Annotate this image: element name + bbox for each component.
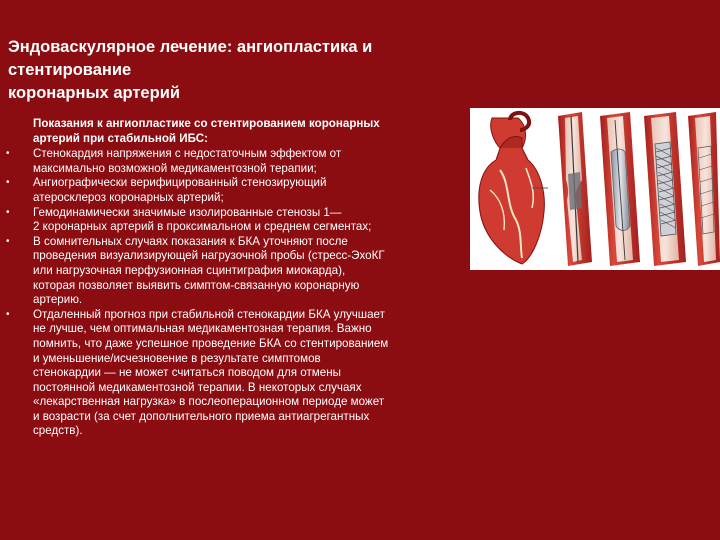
- title-line: коронарных артерий: [8, 84, 180, 102]
- heart-drawing: [479, 113, 545, 264]
- angioplasty-illustration: [470, 108, 720, 270]
- item-line: атеросклероз коронарных артерий;: [33, 190, 224, 204]
- vessel-balloon: [600, 112, 640, 266]
- item-line: средств).: [33, 424, 83, 438]
- list-item: [6, 234, 488, 308]
- heading-line: Показания к ангиопластике со стентированием коронарных: [33, 117, 380, 130]
- item-line: которая позволяет выявить симптом-связанную коронарную: [33, 278, 360, 292]
- item-line: Стенокардия напряжения с недостаточным эффектом от: [33, 147, 342, 161]
- item-line: 2 коронарных артерий в проксимальном и среднем сегментах;: [33, 220, 372, 234]
- item-line: и уменьшение/исчезновение в результате симптомов: [33, 351, 321, 365]
- item-line: Ангиографически верифицированный стенозирующий: [33, 176, 327, 190]
- item-line: максимально возможной медикаментозной терапии;: [33, 161, 317, 175]
- bullet-icon: •: [6, 308, 10, 320]
- item-line: и возрасти (за счет дополнительного приема антиагрегантных: [33, 409, 370, 423]
- slide-title: [8, 36, 438, 105]
- bullet-icon: •: [6, 177, 10, 189]
- list-item: [6, 205, 488, 235]
- vessel-stent: [644, 112, 686, 266]
- title-line: стентирование: [8, 61, 132, 79]
- item-line: В сомнительных случаях показания к БКА уточняют после: [33, 234, 348, 248]
- item-line: артерию.: [33, 293, 83, 307]
- list-item: [6, 147, 488, 176]
- angioplasty-figure: [470, 108, 720, 270]
- bullet-icon: •: [6, 206, 10, 218]
- item-line: проведения визуализирующей нагрузочной пробы (стресс-ЭхоКГ: [33, 249, 385, 263]
- heading-line: артерий при стабильной ИБС:: [33, 131, 209, 145]
- item-line: «лекарственная нагрузка» в послеоперационном периоде может: [33, 395, 385, 409]
- item-line: стенокардии — не может считаться поводом для отмены: [33, 366, 341, 380]
- list-item: [6, 176, 488, 205]
- title-line: Эндоваскулярное лечение: ангиопластика и: [8, 38, 373, 56]
- item-line: Отдаленный прогноз при стабильной стенокардии БКА улучшает: [33, 307, 385, 321]
- indications-text: [6, 117, 488, 439]
- item-line: не лучше, чем оптимальная медикаментозная терапия. Важно: [33, 322, 372, 336]
- item-line: Гемодинамически значимые изолированные стенозы 1—: [33, 205, 342, 219]
- bullet-icon: •: [6, 235, 10, 247]
- item-line: помнить, что даже успешное проведение БКА со стентированием: [33, 336, 389, 350]
- item-line: постоянной медикаментозной терапии. В некоторых случаях: [33, 380, 362, 394]
- vessel-catheter: [558, 112, 592, 266]
- vessel-open: [688, 112, 720, 266]
- list-item: [6, 307, 488, 439]
- indications-heading: [33, 117, 488, 146]
- bullet-icon: •: [6, 148, 10, 160]
- item-line: или нагрузочная перфузионная сцинтиграфия миокарда),: [33, 263, 346, 277]
